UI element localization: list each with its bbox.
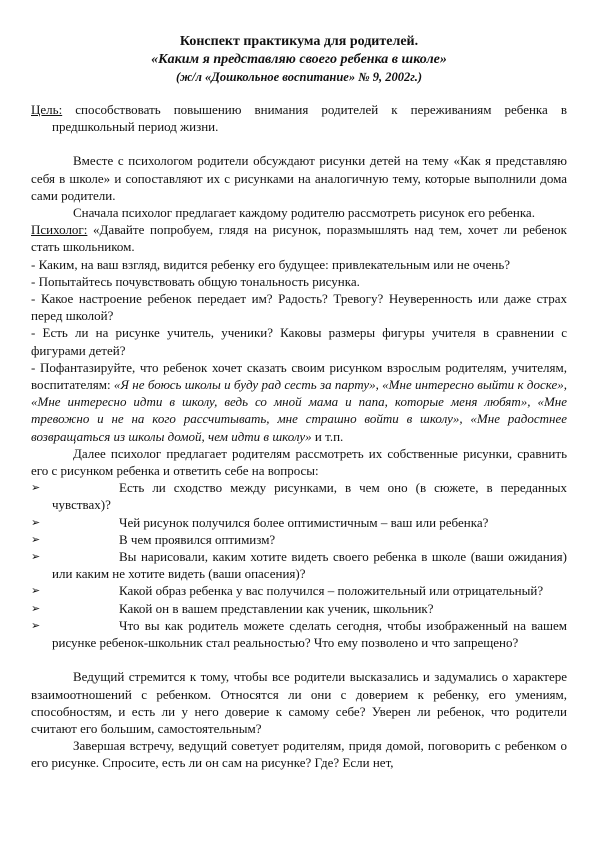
goal-paragraph: [31, 101, 567, 135]
fantasy-start: - Пофантазируйте, что ребенок хочет сказать своим рисунком взрослым родителям, учителям, воспитателям:: [31, 359, 567, 393]
list-item: ➢ Чей рисунок получился более оптимистичным – ваш или ребенка?: [31, 514, 489, 530]
document-source: (ж/л «Дошкольное воспитание» № 9, 2002г.): [175, 70, 423, 84]
arrow-bullet-icon: ➢: [31, 515, 41, 529]
list-item: ➢ Есть ли сходство между рисунками, в чем оно (в сюжете, в переданных чувствах)?: [31, 480, 567, 513]
document-subtitle: «Каким я представляю своего ребенка в школе»: [151, 52, 447, 67]
psychologist-line-1: - Каким, на ваш взгляд, видится ребенку его будущее: привлекательным или не очень?: [31, 256, 511, 272]
intro-paragraph-2: Сначала психолог предлагает каждому родителю рассмотреть рисунок его ребенка.: [73, 205, 535, 221]
list-item: ➢ Что вы как родитель можете сделать сегодня, чтобы изображенный на вашем рисунке ребенок-школьник стал реальностью? Что ему позволено и что запрещено?: [31, 617, 567, 651]
psychologist-line-2: - Попытайтесь почувствовать общую тональность рисунка.: [31, 273, 360, 289]
fantasy-end: и т.п.: [311, 428, 344, 444]
goal-label: Цель:: [31, 102, 63, 117]
list-item: ➢ Вы нарисовали, каким хотите видеть своего ребенка в школе (ваши ожидания) или каким не хотите видеть (ваши опасения)?: [31, 549, 567, 582]
document-title: Конспект практикума для родителей.: [179, 34, 419, 49]
arrow-bullet-icon: ➢: [31, 532, 41, 546]
list-item: ➢ Какой образ ребенка у вас получился – положительный или отрицательный?: [31, 583, 544, 599]
psychologist-text: «Давайте попробуем, глядя на рисунок, поразмышлять над тем, хочет ли ребенок стать школьником.: [31, 222, 567, 255]
intro-paragraph-1: Вместе с психологом родители обсуждают рисунки детей на тему «Как я представляю себя в школе» и сопоставляют их с рисунками на аналогичную тему, которые выполнили дома сами родители.: [31, 153, 567, 203]
arrow-bullet-icon: ➢: [31, 618, 41, 632]
questions-list: [31, 479, 567, 651]
psychologist-line-4: - Есть ли на рисунке учитель, ученики? Каковы размеры фигуры учителя в сравнении с фигурами детей?: [31, 325, 567, 358]
fantasy-quotes: «Я не боюсь школы и буду рад сесть за парту», «Мне интересно выйти к доске», «Мне интересно идти в школу, ведь со мной мама и папа, которые меня любят», «Мне тревожно и не на кого рассчитывать, мне страшно войти в школу», «Мне радостнее возвращаться из школы домой, чем идти в школу»: [31, 377, 567, 444]
list-item: ➢ В чем проявился оптимизм?: [31, 531, 276, 547]
closing-paragraph-2: Завершая встречу, ведущий советует родителям, придя домой, поговорить с ребенком о его рисунке. Спросите, есть ли он сам на рисунке? Где? Если нет,: [31, 738, 567, 771]
arrow-bullet-icon: ➢: [31, 584, 41, 598]
psychologist-label: Психолог:: [31, 222, 88, 238]
arrow-bullet-icon: ➢: [31, 481, 41, 495]
psychologist-paragraph: [31, 221, 567, 255]
goal-text: способствовать повышению внимания родителей к переживаниям ребенка в предшкольный период жизни.: [52, 102, 567, 135]
next-paragraph: Далее психолог предлагает родителям рассмотреть их собственные рисунки, сравнить его с рисунком ребенка и ответить себе на вопросы:: [31, 445, 567, 479]
arrow-bullet-icon: ➢: [31, 550, 41, 564]
list-item: ➢ Какой он в вашем представлении как ученик, школьник?: [31, 600, 434, 616]
psychologist-line-3: - Какое настроение ребенок передает им? Радость? Тревогу? Неуверенность или даже страх перед школой?: [31, 291, 567, 324]
psychologist-fantasy: [31, 359, 567, 445]
closing-paragraph-1: Ведущий стремится к тому, чтобы все родители высказались и задумались о характере взаимоотношений с ребенком. Относятся ли они с доверием к ребенку, его умениям, способностям, и есть ли у него доверие к самому себе? Уверен ли ребенок, что родители считают его большим, самостоятельным?: [31, 669, 567, 736]
arrow-bullet-icon: ➢: [31, 601, 41, 615]
